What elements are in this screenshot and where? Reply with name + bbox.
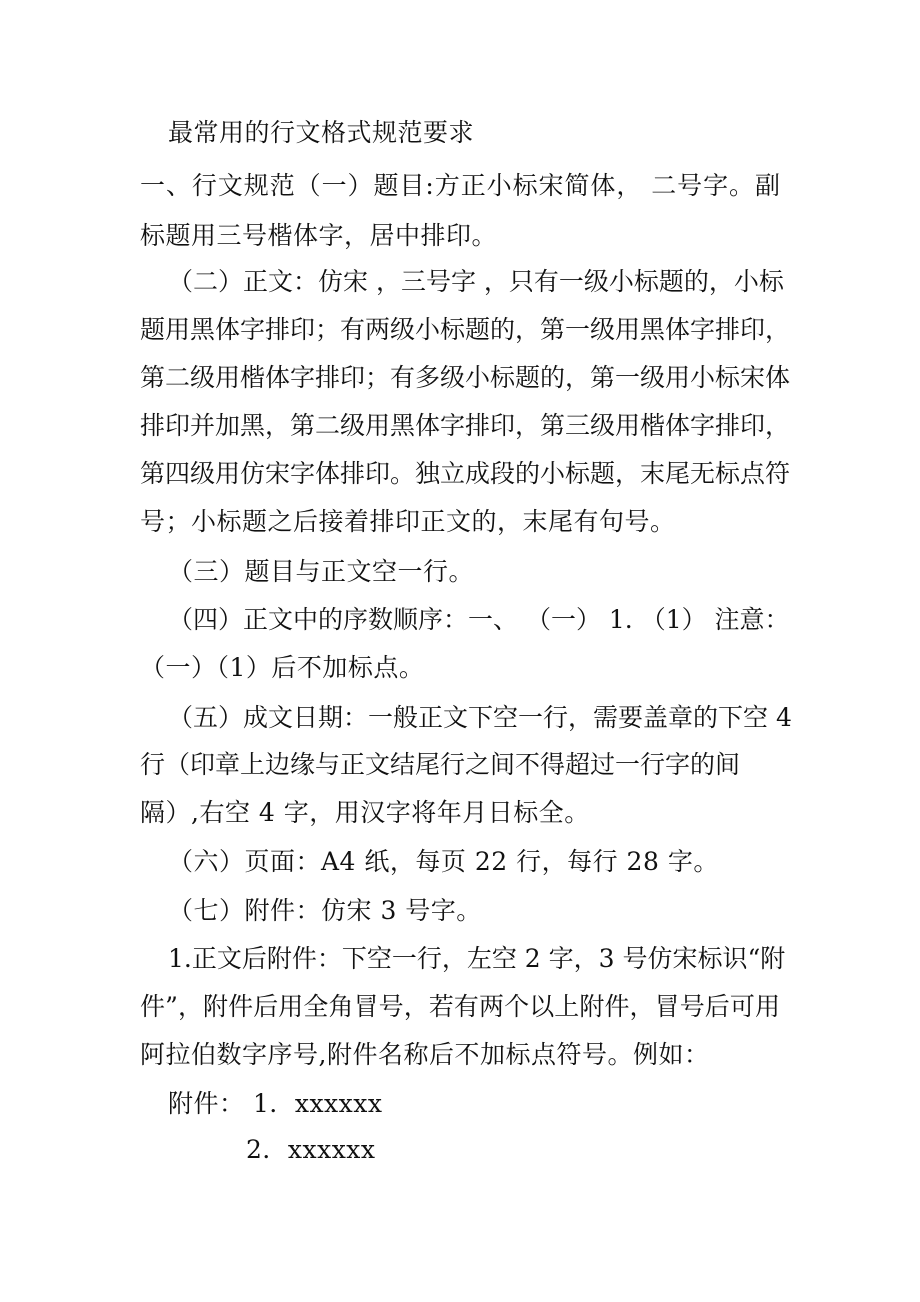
paragraph-line: 号；小标题之后接着排印正文的，末尾有句号。 [140, 507, 676, 536]
document-title: 最常用的行文格式规范要求 [168, 118, 475, 147]
paragraph-line: 标题用三号楷体字，居中排印。 [140, 221, 498, 250]
paragraph-line: （四）正文中的序数顺序：一、 （一） 1. （1） 注意： [168, 605, 790, 634]
paragraph-line: （七）附件：仿宋 3 号字。 [168, 896, 482, 925]
paragraph-line: 隔）,右空 4 字，用汉字将年月日标全。 [140, 798, 590, 827]
paragraph-line: （一）（1）后不加标点。 [140, 653, 425, 682]
paragraph-line: （三）题目与正文空一行。 [168, 557, 475, 586]
paragraph-line: 题用黑体字排印；有两级小标题的，第一级用黑体字排印， [140, 315, 791, 344]
attachment-line: 附件： 1．xxxxxx [168, 1089, 383, 1118]
paragraph-line: （五）成文日期：一般正文下空一行，需要盖章的下空 4 [168, 703, 792, 732]
paragraph-line: 第四级用仿宋字体排印。独立成段的小标题，末尾无标点符 [140, 459, 791, 488]
paragraph-line: 1.正文后附件：下空一行，左空 2 字，3 号仿宋标识“附 [168, 944, 786, 973]
paragraph-line: 件”，附件后用全角冒号，若有两个以上附件，冒号后可用 [140, 992, 780, 1021]
paragraph-line: 行（印章上边缘与正文结尾行之间不得超过一行字的间 [140, 750, 741, 779]
attachment-line: 2．xxxxxx [246, 1135, 376, 1164]
paragraph-line: （六）页面：A4 纸，每页 22 行，每行 28 字。 [168, 847, 719, 876]
paragraph-line: （二）正文：仿宋 ，三号字 ，只有一级小标题的，小标 [168, 267, 784, 296]
paragraph-line: 排印并加黑，第二级用黑体字排印，第三级用楷体字排印， [140, 411, 791, 440]
paragraph-line: 一、行文规范（一）题目:方正小标宋简体， 二号字。副 [140, 171, 780, 200]
paragraph-line: 第二级用楷体字排印；有多级小标题的，第一级用小标宋体 [140, 363, 791, 392]
paragraph-line: 阿拉伯数字序号,附件名称后不加标点符号。例如： [140, 1040, 710, 1069]
